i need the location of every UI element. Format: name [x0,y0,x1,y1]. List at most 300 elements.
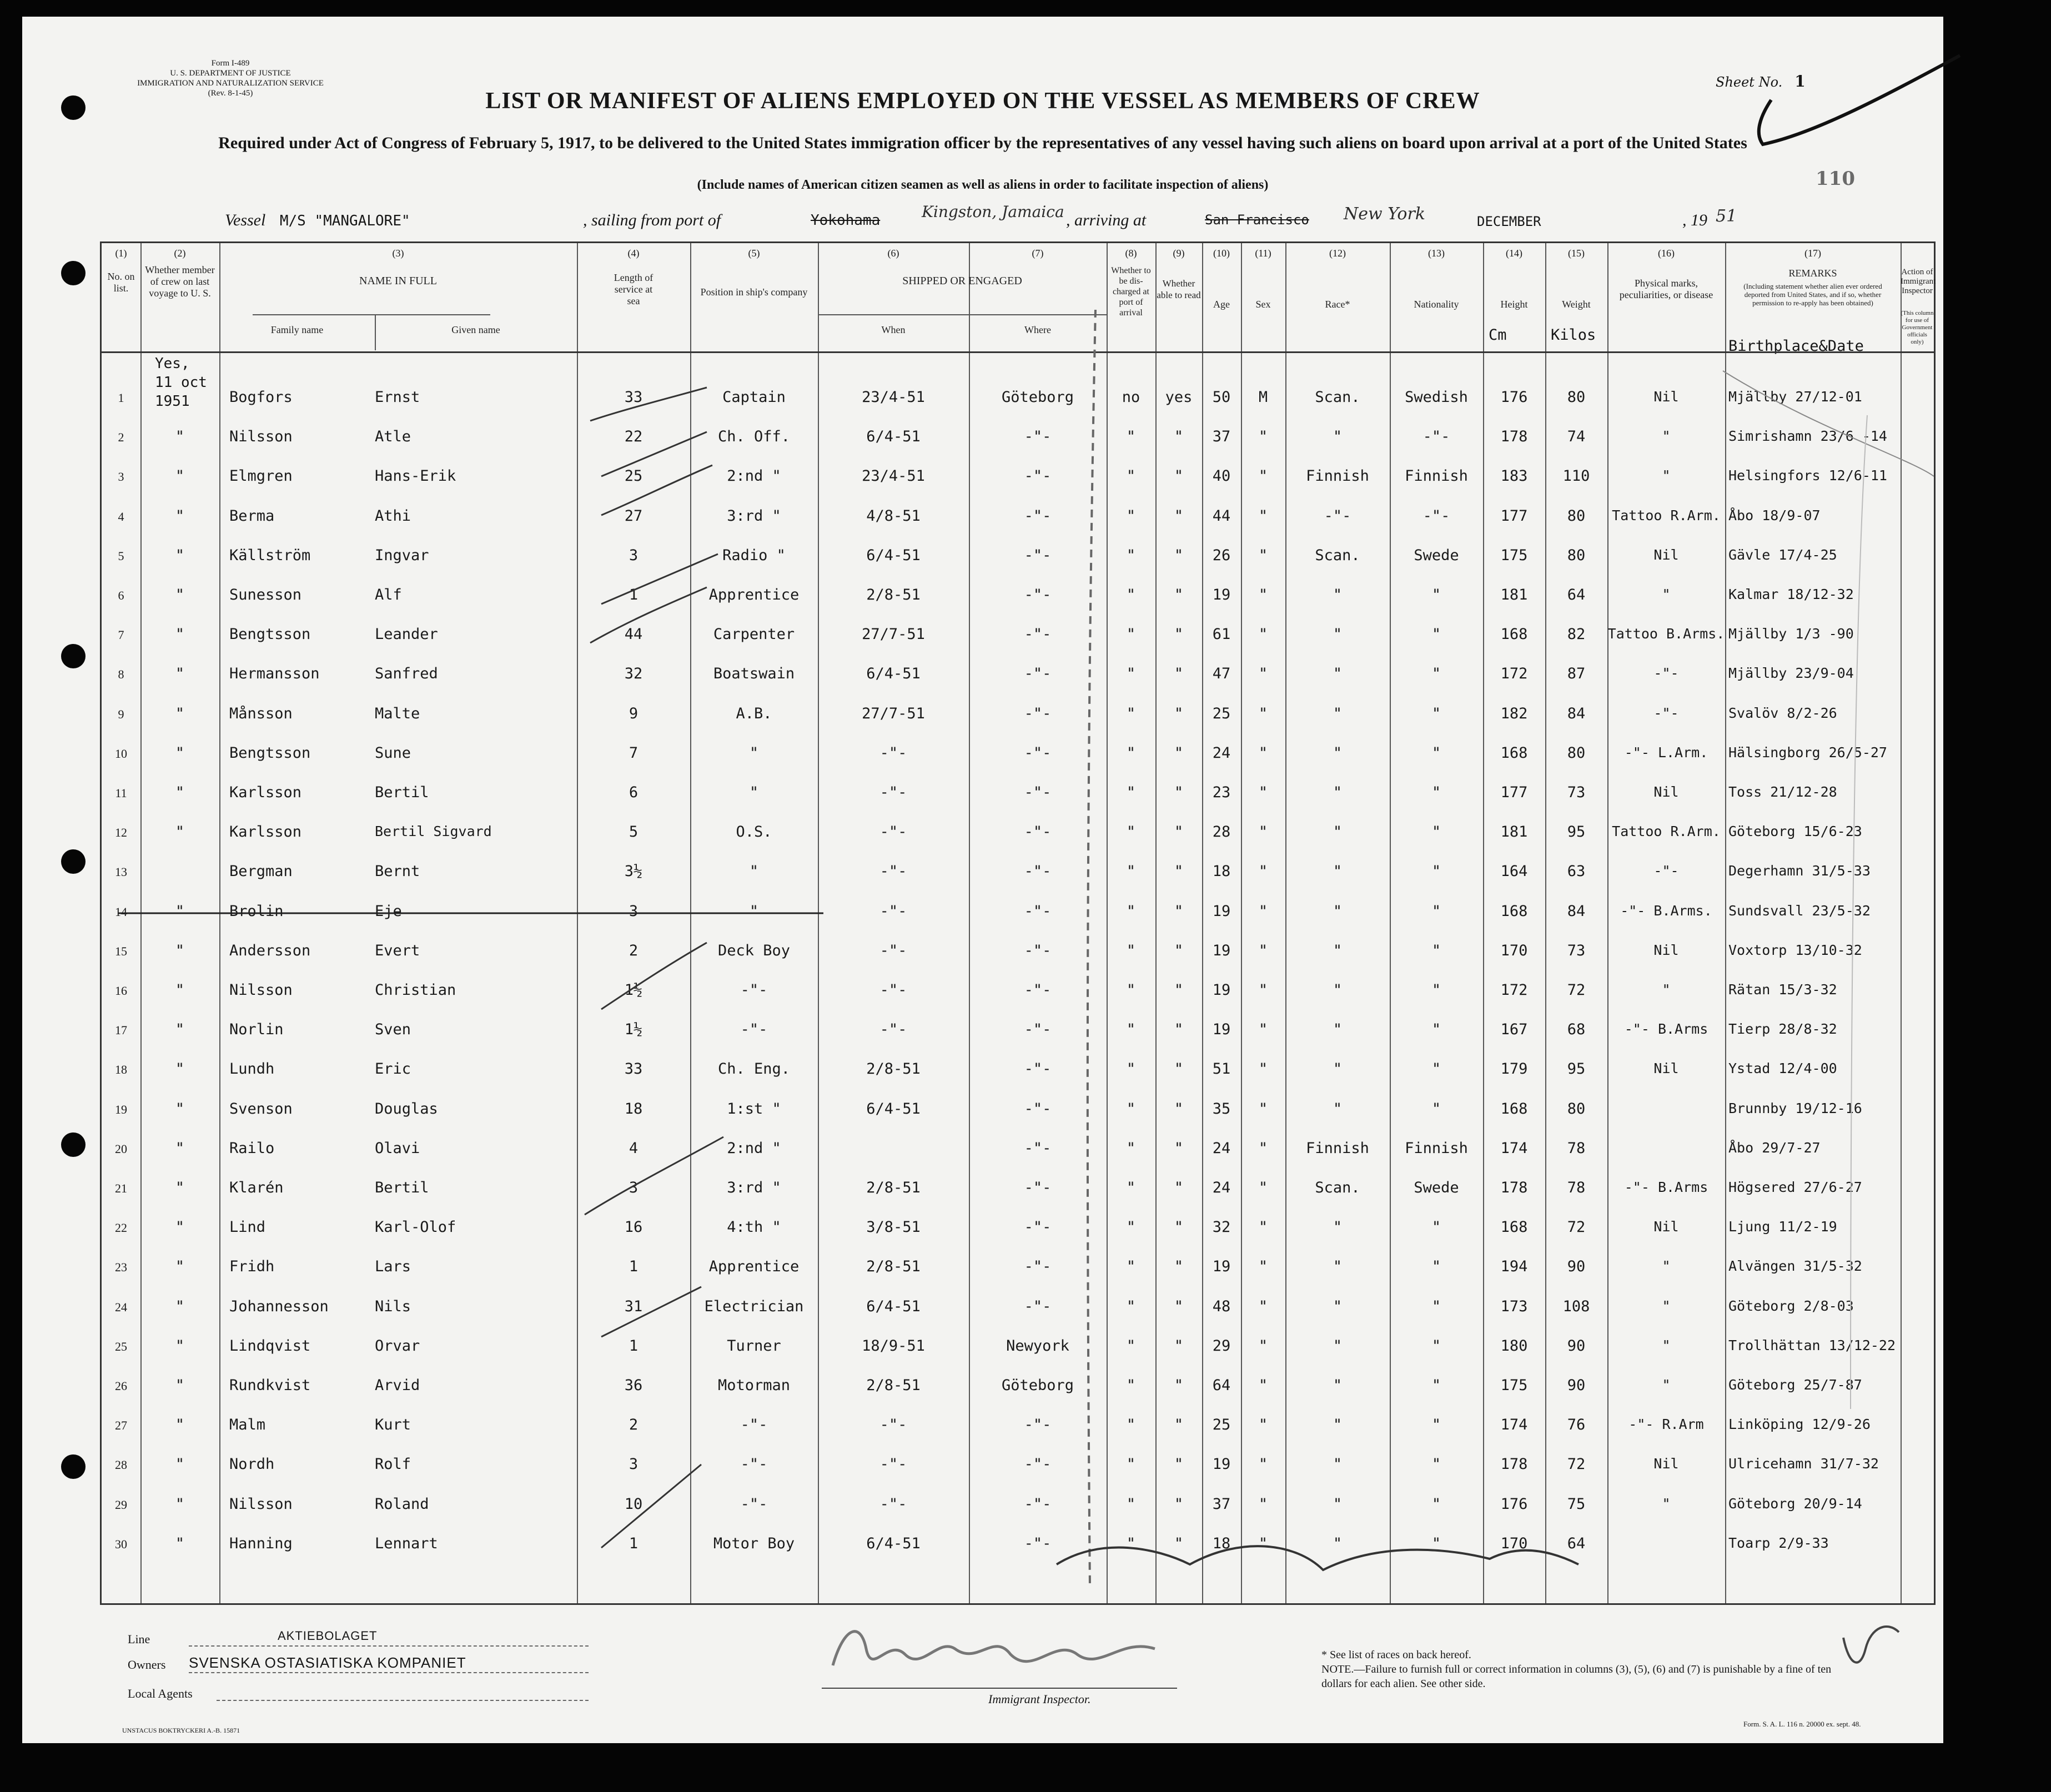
cell-age: 28 [1212,823,1231,841]
cell-remarks: Mjällby 1/3 -90 [1728,626,1854,642]
cell-given: Rolf [375,1456,411,1473]
cell-n: 17 [115,1023,127,1038]
header-length-service: Length of service at sea [614,272,653,306]
cell-position: 3:rd " [727,507,781,525]
cell-disch: " [1126,1139,1136,1157]
cell-marks: -"- B.Arms. [1620,902,1712,919]
cell-weight: 84 [1567,704,1586,722]
cell-race: " [1333,981,1343,999]
cell-where: -"- [1024,1139,1052,1157]
unit-height: Cm [1489,326,1507,344]
cell-nat: " [1431,1100,1441,1118]
cell-given: Sven [375,1021,411,1039]
cell-n: 23 [115,1260,127,1275]
cell-disch: " [1126,467,1136,485]
vessel-line [225,211,410,230]
punch-hole [61,261,86,285]
cell-n: 26 [115,1379,127,1393]
cell-height: 168 [1500,1219,1528,1236]
cell-disch: " [1126,1337,1136,1355]
cell-n: 11 [115,786,127,800]
cell-when: 23/4-51 [862,467,925,485]
cell-when: 2/8-51 [866,1060,921,1078]
cell-sex: " [1258,1416,1268,1434]
cell-when: 2/8-51 [866,1179,921,1196]
cell-marks: Tattoo R.Arm. [1612,823,1721,840]
cell-race: Scan. [1315,389,1360,406]
cell-race: " [1333,902,1343,920]
port-to: New York [1344,204,1425,224]
cell-last: " [175,546,185,564]
cell-height: 176 [1500,389,1528,406]
cell-read: " [1174,1219,1184,1236]
cell-height: 179 [1500,1060,1528,1078]
cell-where: -"- [1024,1021,1052,1039]
header-action-inspector: Action of Immigrant Inspector [1901,268,1936,295]
cell-sex: " [1258,1179,1268,1196]
cell-age: 24 [1212,1139,1231,1157]
cell-remarks: Degerhamn 31/5-33 [1728,863,1871,879]
cell-sex: " [1258,784,1268,801]
port-from: Kingston, Jamaica [922,203,1064,221]
cell-service: 16 [624,1219,643,1236]
cell-read: " [1174,467,1184,485]
cell-read: " [1174,1297,1184,1315]
cell-read: " [1174,665,1184,683]
header-weight: Weight [1562,299,1591,310]
cell-service: 3½ [624,863,643,880]
cell-family: Fridh [229,1258,275,1276]
cell-disch: " [1126,1021,1136,1039]
cell-when: 2/8-51 [866,1258,921,1276]
cell-where: -"- [1024,586,1052,603]
cell-age: 19 [1212,1258,1231,1276]
cell-disch: " [1126,1258,1136,1276]
first-row-voyage-note: Yes, 11 oct 1951 [155,355,207,410]
cell-read: " [1174,1337,1184,1355]
cell-family: Railo [229,1139,275,1157]
header-physical-marks: Physical marks, peculiarities, or disease [1619,278,1713,300]
cell-marks: -"- [1653,863,1679,879]
cell-last: " [175,1139,185,1157]
failure-note: NOTE.—Failure to furnish full or correct information in columns (3), (5), (6) and (7) is punishable by a fine of ten dollars for each alien. See other side. [1321,1663,1832,1690]
cell-read: " [1174,1021,1184,1039]
cell-race: Scan. [1315,546,1360,564]
cell-last: " [175,1337,185,1355]
header-shipped-engaged: SHIPPED OR ENGAGED [902,275,1022,287]
cell-age: 19 [1212,586,1231,603]
cell-position: Deck Boy [717,942,791,959]
cell-weight: 64 [1567,1534,1586,1552]
cell-weight: 68 [1567,1021,1586,1039]
cell-where: -"- [1024,1179,1052,1196]
cell-given: Atle [375,428,411,446]
arrival-month: DECEMBER [1477,214,1541,229]
cell-sex: " [1258,1534,1268,1552]
cell-height: 170 [1500,942,1528,959]
cell-race: " [1333,1495,1343,1513]
cell-remarks: Göteborg 20/9-14 [1728,1495,1862,1512]
vessel-label: Vessel [225,211,266,229]
cell-age: 37 [1212,428,1231,446]
cell-remarks: Tierp 28/8-32 [1728,1021,1837,1038]
cell-given: Leander [375,626,438,643]
cell-age: 19 [1212,1456,1231,1473]
cell-when: -"- [879,1021,907,1039]
cell-position: " [749,902,759,920]
cell-n: 20 [115,1141,127,1156]
cell-height: 167 [1500,1021,1528,1039]
header-when: When [881,324,906,335]
cell-n: 18 [115,1063,127,1077]
cell-position: -"- [740,1456,768,1473]
cell-position: 1:st " [727,1100,781,1118]
cell-disch: " [1126,586,1136,603]
cell-disch: " [1126,744,1136,762]
unit-weight: Kilos [1551,326,1596,344]
cell-where: Göteborg [1001,389,1074,406]
cell-where: -"- [1024,902,1052,920]
cell-height: 170 [1500,1534,1528,1552]
crew-table [100,241,1936,1605]
cell-nat: Swede [1414,1179,1459,1196]
cell-disch: " [1126,1219,1136,1236]
cell-n: 21 [115,1181,127,1195]
cell-service: 32 [624,665,643,683]
cell-position: Apprentice [708,1258,800,1276]
cell-n: 1 [118,391,124,405]
cell-sex: " [1258,546,1268,564]
cell-marks: " [1662,981,1671,998]
cell-remarks: Svalöv 8/2-26 [1728,704,1837,721]
cell-last: " [175,428,185,446]
cell-position: Captain [722,389,786,406]
cell-disch: " [1126,704,1136,722]
cell-family: Bengtsson [229,626,311,643]
cell-sex: " [1258,467,1268,485]
cell-weight: 95 [1567,823,1586,841]
cell-position: -"- [740,1416,768,1434]
cell-marks: Nil [1653,1456,1679,1472]
cell-position: " [749,784,759,801]
cell-service: 44 [624,626,643,643]
header-given-name: Given name [451,324,500,335]
cell-n: 5 [118,548,124,563]
form-revision: (Rev. 8-1-45) [208,89,253,98]
cell-when: -"- [879,744,907,762]
cell-weight: 87 [1567,665,1586,683]
cell-position: 4:th " [727,1219,781,1236]
cell-given: Hans-Erik [375,467,456,485]
stamp-number: 110 [1816,168,1855,190]
cell-last: " [175,1258,185,1276]
cell-when: 6/4-51 [866,546,921,564]
form-reference: Form. S. A. L. 116 n. 20000 ex. sept. 48. [1743,1720,1861,1728]
cell-nat: " [1431,586,1441,603]
header-name-in-full: NAME IN FULL [359,275,437,287]
cell-nat: " [1431,1297,1441,1315]
cell-family: Klarén [229,1179,284,1196]
cell-read: " [1174,1377,1184,1394]
cell-when: 3/8-51 [866,1219,921,1236]
cell-last: " [175,1495,185,1513]
cell-position: " [749,744,759,762]
cell-marks: -"- [1653,704,1679,721]
cell-age: 61 [1212,626,1231,643]
cell-race: " [1333,863,1343,880]
cell-given: Alf [375,586,402,603]
cell-where: -"- [1024,704,1052,722]
cell-position: 2:nd " [727,467,781,485]
cell-race: " [1333,1060,1343,1078]
cell-nat: " [1431,704,1441,722]
cell-where: Göteborg [1001,1377,1074,1394]
cell-sex: " [1258,704,1268,722]
cell-disch: " [1126,823,1136,841]
cell-last: " [175,902,185,920]
cell-marks: Nil [1653,389,1679,405]
cell-remarks: Helsingfors 12/6-11 [1728,467,1887,484]
cell-height: 180 [1500,1337,1528,1355]
cell-n: 3 [118,470,124,484]
header-height: Height [1500,299,1528,310]
cell-marks: " [1662,428,1671,445]
cell-remarks: Mjällby 27/12-01 [1728,389,1862,405]
cell-race: " [1333,626,1343,643]
cell-when: 27/7-51 [862,626,925,643]
cell-when: 23/4-51 [862,389,925,406]
cell-sex: " [1258,1337,1268,1355]
cell-last: " [175,586,185,603]
cell-family: Sunesson [229,586,302,603]
cell-remarks: Brunnby 19/12-16 [1728,1100,1862,1116]
cell-weight: 76 [1567,1416,1586,1434]
cell-weight: 78 [1567,1139,1586,1157]
cell-nat: " [1431,1337,1441,1355]
cell-race: " [1333,1456,1343,1473]
port-to-struck: San Francisco [1205,212,1309,228]
cell-read: " [1174,1495,1184,1513]
cell-where: -"- [1024,1416,1052,1434]
cell-given: Eric [375,1060,411,1078]
cell-n: 24 [115,1300,127,1314]
cell-family: Brolin [229,902,284,920]
cell-n: 30 [115,1537,127,1551]
cell-position: Motorman [717,1377,791,1394]
cell-nat: " [1431,1534,1441,1552]
cell-weight: 80 [1567,1100,1586,1118]
cell-nat: " [1431,626,1441,643]
punch-hole [61,849,86,874]
cell-marks: Nil [1653,1219,1679,1235]
cell-position: Motor Boy [713,1534,795,1552]
cell-service: 9 [629,704,639,722]
cell-read: " [1174,546,1184,564]
cell-marks: Tattoo B.Arms. [1607,626,1725,642]
cell-service: 25 [624,467,643,485]
cell-service: 18 [624,1100,643,1118]
cell-when: 2/8-51 [866,1377,921,1394]
cell-height: 168 [1500,1100,1528,1118]
cell-position: Turner [727,1337,781,1355]
cell-n: 8 [118,667,124,682]
header-action-note: (This column for use of Government officials only) [1901,310,1934,345]
cell-when: -"- [879,1456,907,1473]
cell-read: " [1174,1100,1184,1118]
cell-nat: " [1431,784,1441,801]
cell-height: 181 [1500,823,1528,841]
cell-n: 28 [115,1458,127,1472]
cell-where: -"- [1024,1495,1052,1513]
cell-age: 48 [1212,1297,1231,1315]
cell-when: 6/4-51 [866,1100,921,1118]
cell-height: 172 [1500,981,1528,999]
cell-weight: 73 [1567,942,1586,959]
header-remarks: REMARKS [1788,268,1837,279]
cell-nat: " [1431,665,1441,683]
cell-race: Finnish [1306,1139,1369,1157]
cell-race: " [1333,1377,1343,1394]
cell-family: Nordh [229,1456,275,1473]
cell-sex: " [1258,1495,1268,1513]
cell-nat: " [1431,1416,1441,1434]
cell-given: Christian [375,981,456,999]
cell-given: Bertil [375,1179,429,1196]
cell-age: 51 [1212,1060,1231,1078]
punch-hole [61,1132,86,1157]
port-from-struck: Yokohama [811,212,881,229]
cell-sex: M [1258,389,1268,406]
cell-where: -"- [1024,1060,1052,1078]
cell-n: 29 [115,1497,127,1512]
cell-race: Finnish [1306,467,1369,485]
cell-n: 10 [115,746,127,761]
cell-position: 2:nd " [727,1139,781,1157]
cell-last: " [175,665,185,683]
cell-where: -"- [1024,467,1052,485]
cell-remarks: Göteborg 2/8-03 [1728,1297,1854,1314]
cell-nat: -"- [1422,507,1450,525]
cell-given: Bertil Sigvard [375,823,492,840]
year-suffix: 51 [1716,207,1737,226]
cell-height: 168 [1500,902,1528,920]
race-note: * See list of races on back hereof. [1321,1649,1471,1661]
cell-given: Eje [375,902,402,920]
punch-hole [61,644,86,668]
cell-read: " [1174,1456,1184,1473]
cell-height: 175 [1500,546,1528,564]
cell-service: 36 [624,1377,643,1394]
cell-given: Bernt [375,863,420,880]
header-remarks-note: (Including statement whether alien ever ordered deported from United States, and if so, whether permission to re-apply has been obtained) [1743,282,1882,307]
cell-age: 23 [1212,784,1231,801]
cell-sex: " [1258,1021,1268,1039]
line-value: AKTIEBOLAGET [278,1629,378,1643]
cell-last: " [175,784,185,801]
cell-race: " [1333,1100,1343,1118]
cell-service: 7 [629,744,639,762]
cell-family: Berma [229,507,275,525]
cell-disch: " [1126,1534,1136,1552]
cell-disch: " [1126,1060,1136,1078]
cell-race: " [1333,428,1343,446]
cell-family: Rundkvist [229,1377,311,1394]
header-where: Where [1024,324,1051,335]
cell-service: 1 [629,1337,639,1355]
cell-given: Karl-Olof [375,1219,456,1236]
cell-family: Bergman [229,863,293,880]
cell-race: " [1333,1021,1343,1039]
cell-weight: 72 [1567,981,1586,999]
cell-height: 178 [1500,1179,1528,1196]
birthplace-date-label: Birthplace&Date [1728,338,1864,355]
cell-disch: " [1126,1179,1136,1196]
cell-marks: " [1662,586,1671,602]
cell-where: -"- [1024,823,1052,841]
form-number: Form I-489 [211,59,250,68]
cell-read: " [1174,942,1184,959]
cell-weight: 80 [1567,546,1586,564]
cell-given: Douglas [375,1100,438,1118]
cell-last: " [175,1021,185,1039]
cell-read: " [1174,981,1184,999]
sheet-value: 1 [1794,72,1806,90]
cell-disch: " [1126,863,1136,880]
cell-age: 19 [1212,1021,1231,1039]
cell-age: 29 [1212,1337,1231,1355]
cell-where: -"- [1024,1456,1052,1473]
cell-race: " [1333,586,1343,603]
cell-last: " [175,1534,185,1552]
cell-n: 27 [115,1418,127,1433]
year-prefix: , 19 [1682,211,1707,229]
cell-remarks: Trollhättan 13/12-22 [1728,1337,1896,1353]
cell-disch: no [1122,389,1140,406]
cell-given: Kurt [375,1416,411,1434]
cell-n: 7 [118,628,124,642]
cell-n: 6 [118,588,124,602]
cell-age: 18 [1212,863,1231,880]
cell-given: Ernst [375,389,420,406]
cell-last: " [175,1179,185,1196]
cell-service: 6 [629,784,639,801]
annotation-marks [102,243,1934,1603]
cell-height: 173 [1500,1297,1528,1315]
header-age: Age [1213,299,1230,310]
cell-read: " [1174,704,1184,722]
cell-last: " [175,744,185,762]
cell-nat: " [1431,744,1441,762]
column-numbers: (1) (2) (3) (4) (5) (6) (7) (8) (9) (10) (11) (12) (13) (14) (15) (16) (17) [115,248,1821,259]
cell-read: " [1174,626,1184,643]
cell-when: -"- [879,902,907,920]
cell-sex: " [1258,942,1268,959]
cell-family: Karlsson [229,784,302,801]
cell-disch: " [1126,1297,1136,1315]
printer-mark: UNSTACUS BOKTRYCKERI A.-B. 15871 [122,1726,240,1734]
cell-weight: 74 [1567,428,1586,446]
cell-position: Ch. Off. [717,428,791,446]
cell-where: -"- [1024,428,1052,446]
inspector-label: Immigrant Inspector. [988,1692,1091,1706]
cell-nat: " [1431,1456,1441,1473]
cell-height: 183 [1500,467,1528,485]
cell-age: 37 [1212,1495,1231,1513]
cell-remarks: Sundsvall 23/5-32 [1728,902,1871,919]
cell-service: 4 [629,1139,639,1157]
cell-height: 181 [1500,586,1528,603]
cell-weight: 78 [1567,1179,1586,1196]
